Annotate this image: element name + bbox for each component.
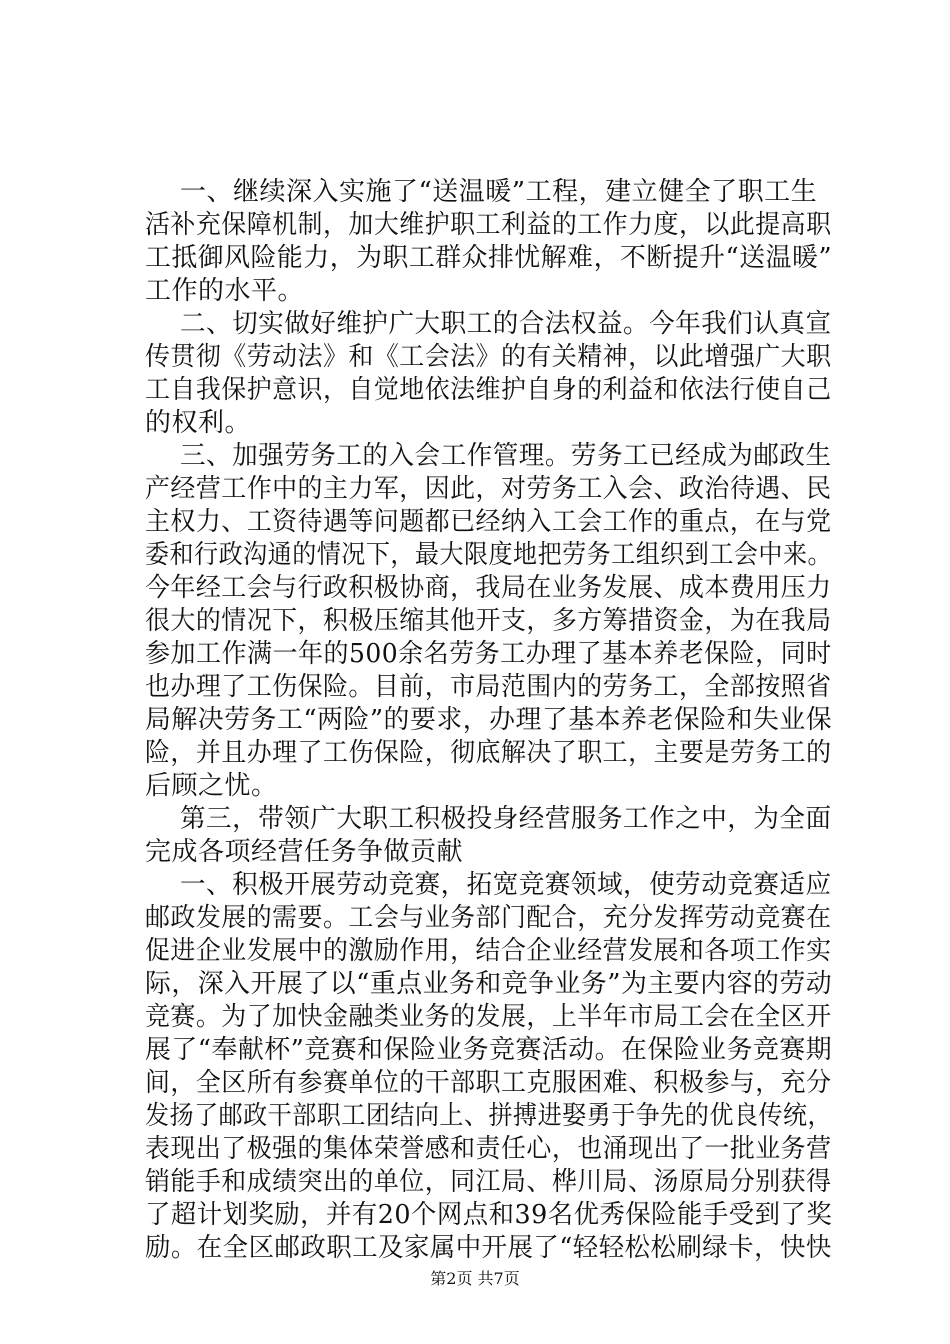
paragraph-line: 参加工作满一年的500余名劳务工办理了基本养老保险，同时	[145, 639, 832, 669]
paragraph-line: 了超计划奖励，并有20个网点和39名优秀保险能手受到了奖	[145, 1200, 833, 1230]
paragraph-line: 也办理了工伤保险。目前，市局范围内的劳务工，全部按照省	[145, 672, 832, 702]
paragraph-line: 工自我保护意识，自觉地依法维护自身的利益和依法行使自己	[145, 375, 832, 405]
page-number-footer: 第2页 共7页	[430, 1269, 520, 1288]
paragraph-line: 传贯彻《劳动法》和《工会法》的有关精神，以此增强广大职	[145, 342, 832, 372]
paragraph-line: 委和行政沟通的情况下，最大限度地把劳务工组织到工会中来。	[145, 540, 833, 570]
paragraph-line: 三、加强劳务工的入会工作管理。劳务工已经成为邮政生	[180, 441, 832, 471]
paragraph-line: 局解决劳务工“两险”的要求，办理了基本养老保险和失业保	[145, 705, 833, 735]
paragraph-line: 间，全区所有参赛单位的干部职工克服困难、积极参与，充分	[145, 1068, 832, 1098]
paragraph-line: 竞赛。为了加快金融类业务的发展，上半年市局工会在全区开	[145, 1002, 832, 1032]
paragraph-line: 今年经工会与行政积极协商，我局在业务发展、成本费用压力	[145, 573, 832, 603]
paragraph-line: 展了“奉献杯”竞赛和保险业务竞赛活动。在保险业务竞赛期	[145, 1035, 833, 1065]
paragraph-line: 销能手和成绩突出的单位，同江局、桦川局、汤原局分别获得	[145, 1167, 832, 1197]
paragraph-line: 险，并且办理了工伤保险，彻底解决了职工，主要是劳务工的	[145, 738, 832, 768]
section-heading-line: 完成各项经营任务争做贡献	[145, 837, 464, 867]
paragraph-line: 励。在全区邮政职工及家属中开展了“轻轻松松刷绿卡，快快	[145, 1233, 832, 1263]
paragraph-line: 工作的水平。	[145, 276, 305, 306]
paragraph-line: 的权利。	[145, 408, 252, 438]
paragraph-line: 际，深入开展了以“重点业务和竞争业务”为主要内容的劳动	[145, 969, 833, 999]
paragraph-line: 很大的情况下，积极压缩其他开支，多方筹措资金，为在我局	[145, 606, 832, 636]
paragraph-line: 表现出了极强的集体荣誉感和责任心，也涌现出了一批业务营	[145, 1134, 832, 1164]
paragraph-line: 主权力、工资待遇等问题都已经纳入工会工作的重点，在与党	[145, 507, 832, 537]
paragraph-line: 促进企业发展中的激励作用，结合企业经营发展和各项工作实	[145, 936, 832, 966]
paragraph-line: 活补充保障机制，加大维护职工利益的工作力度，以此提高职	[145, 210, 832, 240]
paragraph-line: 邮政发展的需要。工会与业务部门配合，充分发挥劳动竞赛在	[145, 903, 832, 933]
paragraph-line: 发扬了邮政干部职工团结向上、拼搏进娶勇于争先的优良传统，	[145, 1101, 833, 1131]
paragraph-line: 工抵御风险能力，为职工群众排忧解难，不断提升“送温暖”	[145, 243, 833, 273]
paragraph-line: 二、切实做好维护广大职工的合法权益。今年我们认真宣	[180, 309, 832, 339]
paragraph-line: 后顾之忧。	[145, 771, 278, 801]
paragraph-line: 一、继续深入实施了“送温暖”工程，建立健全了职工生	[180, 177, 818, 207]
section-heading-line: 第三，带领广大职工积极投身经营服务工作之中，为全面	[180, 804, 832, 834]
paragraph-line: 一、积极开展劳动竞赛，拓宽竞赛领域，使劳动竞赛适应	[180, 870, 832, 900]
paragraph-line: 产经营工作中的主力军，因此，对劳务工入会、政治待遇、民	[145, 474, 832, 504]
